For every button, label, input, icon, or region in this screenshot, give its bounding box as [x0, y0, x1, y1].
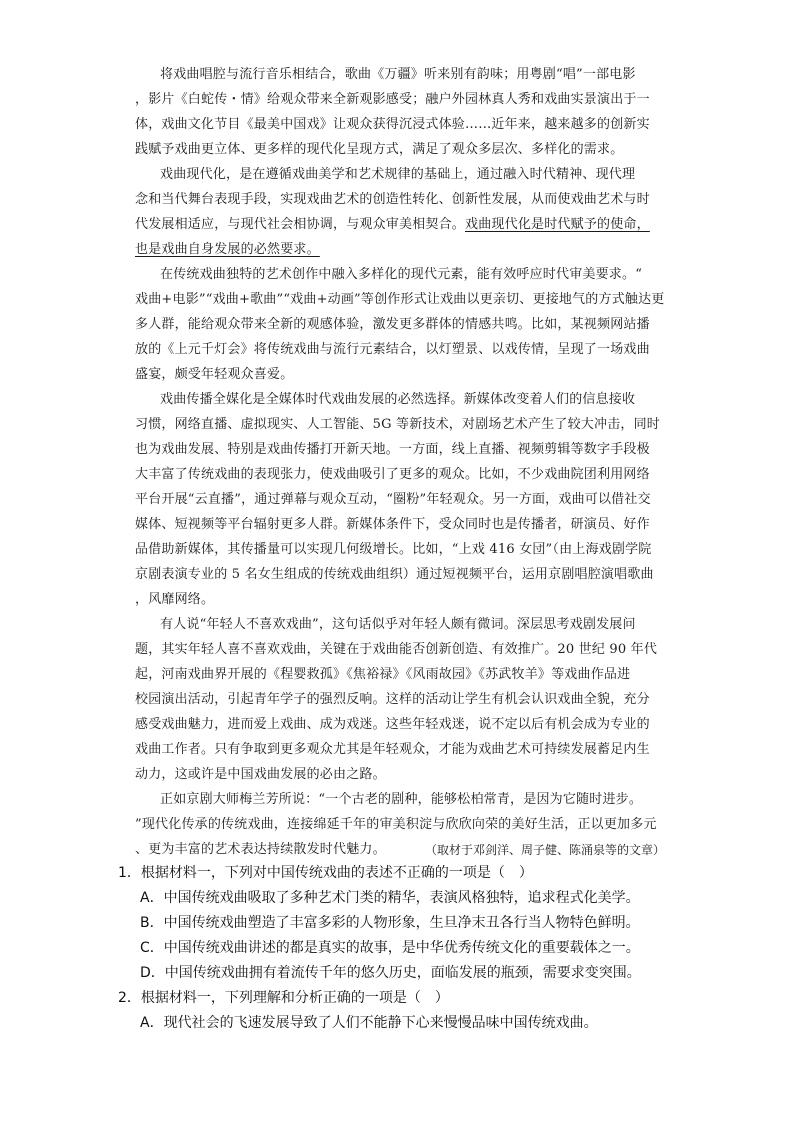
question-stem: 2．根据材料一，下列理解和分析正确的一项是（ ）	[118, 990, 449, 1006]
underlined-sentence: 戏曲现代化是时代赋予的使命，	[465, 217, 650, 232]
text-line: 京剧表演专业的 5 名女生组成的传统戏曲组织）通过短视频平台，运用京剧唱腔演唱歌曲	[135, 567, 654, 582]
text-line: 习惯，网络直播、虚拟现实、人工智能、5G 等新技术，对剧场艺术产生了较大冲击，同时	[135, 417, 660, 432]
text-line: 体，戏曲文化节目《最美中国戏》让观众获得沉浸式体验……近年来，越来越多的创新实	[135, 117, 650, 132]
text-line: 平台开展“云直播”，通过弹幕与观众互动，“圈粉”年轻观众。另一方面，戏曲可以借社交	[135, 492, 651, 507]
text-line: 校园演出活动，引起青年学子的强烈反响。这样的活动让学生有机会认识戏曲全貌，充分	[135, 692, 650, 707]
question-stem: 1．根据材料一，下列对中国传统戏曲的表述不正确的一项是（ ）	[118, 865, 533, 881]
option-a: A．中国传统戏曲吸取了多种艺术门类的精华，表演风格独特，追求程式化美学。	[140, 890, 640, 906]
option-c: C．中国传统戏曲讲述的都是真实的故事，是中华优秀传统文化的重要载体之一。	[140, 940, 640, 956]
text-line: 戏曲传播全媒化是全媒体时代戏曲发展的必然选择。新媒体改变着人们的信息接收	[160, 392, 636, 407]
text-line: 动力，这或许是中国戏曲发展的必由之路。	[135, 767, 386, 782]
text-line: 在传统戏曲独特的艺术创作中融入多样化的现代元素，能有效呼应时代审美要求。“	[160, 267, 643, 282]
text-line: ，风靡网络。	[135, 592, 215, 607]
option-a: A．现代社会的飞速发展导致了人们不能静下心来慢慢品味中国传统戏曲。	[140, 1015, 598, 1031]
text-line: 念和当代舞台表现手段，实现戏曲艺术的创造性转化、创新性发展，从而使戏曲艺术与时	[135, 192, 650, 207]
text-segment: 代发展相适应，与现代社会相协调，与观众审美相契合。	[135, 217, 466, 232]
text-line: 媒体、短视频等平台辐射更多人群。新媒体条件下，受众同时也是传播者，研演员、好作	[135, 517, 650, 532]
underlined-sentence: 也是戏曲自身发展的必然要求。	[135, 242, 320, 257]
source-attribution: （取材于邓剑洋、周子健、陈涌泉等的文章）	[424, 843, 665, 857]
text-line: 大丰富了传统戏曲的表现张力，使戏曲吸引了更多的观众。比如，不少戏曲院团利用网络	[135, 467, 650, 482]
text-line: 盛宴，颇受年轻观众喜爱。	[135, 367, 294, 382]
text-line: ，影片《白蛇传・情》给观众带来全新观影感受；融户外园林真人秀和戏曲实景演出于一	[135, 92, 650, 107]
text-line: 起，河南戏曲界开展的《程婴救孤》《焦裕禄》《风雨故园》《苏武牧羊》等戏曲作品进	[135, 667, 631, 682]
text-line: 品借助新媒体，其传播量可以实现几何级增长。比如，“上戏 416 女団”（由上海戏剧学院	[135, 542, 652, 557]
text-line: 多人群，能给观众带来全新的观感体验，激发更多群体的情感共鸣。比如，某视频网站播	[135, 317, 650, 332]
text-line: 有人说“年轻人不喜欢戏曲”，这句话似乎对年轻人颇有微词。深层思考戏剧发展问	[160, 617, 636, 632]
option-d: D．中国传统戏曲拥有着流传千年的悠久历史，面临发展的瓶颈，需要求变突围。	[140, 965, 641, 981]
text-line: 正如京剧大师梅兰芳所说：“一个古老的剧种，能够松柏常青，是因为它随时进步。	[160, 792, 643, 807]
text-line: 将戏曲唱腔与流行音乐相结合，歌曲《万疆》听来别有韵味；用粤剧“唱”一部电影	[160, 67, 636, 82]
text-line: 戏曲现代化，是在遵循戏曲美学和艺术规律的基础上，通过融入时代精神、现代理	[160, 167, 636, 182]
text-line: 戏曲工作者。只有争取到更多观众尤其是年轻观众，才能为戏曲艺术可持续发展蓄足内生	[135, 742, 650, 757]
option-b: B．中国传统戏曲塑造了丰富多彩的人物形象，生旦净末丑各行当人物特色鲜明。	[140, 915, 640, 931]
text-line: 感受戏曲魅力，进而爱上戏曲、成为戏迷。这些年轻戏迷，说不定以后有机会成为专业的	[135, 717, 650, 732]
text-line: 放的《上元千灯会》将传统戏曲与流行元素结合，以灯塑景、以戏传情，呈现了一场戏曲	[135, 342, 650, 357]
text-line	[135, 217, 650, 233]
text-line: 题，其实年轻人喜不喜欢戏曲，关键在于戏曲能否创新创造、有效推广。20 世纪 90 年代	[135, 642, 658, 657]
text-line: 也为戏曲发展、特别是戏曲传播打开新天地。一方面，线上直播、视频剪辑等数字手段极	[135, 442, 650, 457]
text-line: 、更为丰富的艺术表达持续散发时代魅力。	[135, 842, 386, 857]
text-line: ”现代化传承的传统戏曲，连接绵延千年的审美积淀与欣欣向荣的美好生活，正以更加多元	[135, 817, 657, 832]
text-line: 践赋予戏曲更立体、更多样的现代化呈现方式，满足了观众多层次、多样化的需求。	[135, 142, 624, 157]
text-line: 戏曲+电影”“戏曲+歌曲”“戏曲+动画”等创作形式让戏曲以更亲切、更接地气的方式触达更	[135, 292, 665, 307]
